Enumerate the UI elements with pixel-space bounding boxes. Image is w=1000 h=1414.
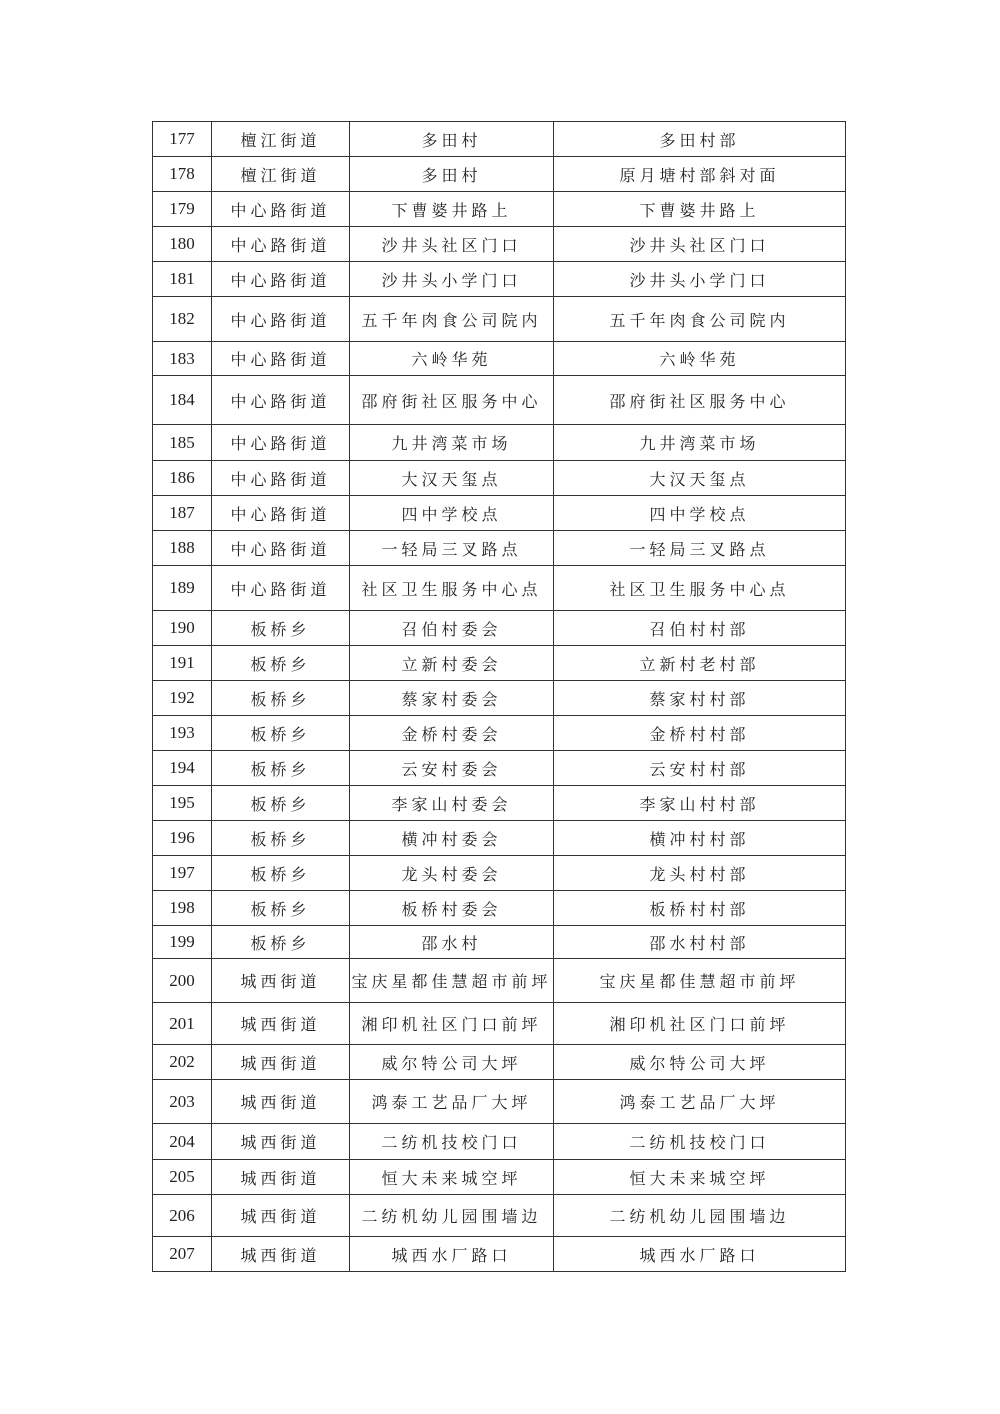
table-row (153, 297, 846, 342)
site-name-cell: 九井湾菜市场 (350, 425, 554, 461)
site-location-cell: 沙井头社区门口 (554, 227, 846, 262)
district-cell: 板桥乡 (212, 856, 350, 891)
site-name-cell: 李家山村委会 (350, 786, 554, 821)
row-number-cell: 200 (153, 959, 212, 1003)
site-name-cell: 下曹婆井路上 (350, 192, 554, 227)
row-number-cell: 182 (153, 297, 212, 342)
site-location-cell: 板桥村村部 (554, 891, 846, 926)
site-location-cell: 金桥村村部 (554, 716, 846, 751)
table-row (153, 192, 846, 227)
site-location-cell: 云安村村部 (554, 751, 846, 786)
table-row (153, 342, 846, 376)
site-location-cell: 宝庆星都佳慧超市前坪 (554, 959, 846, 1003)
district-cell: 中心路街道 (212, 297, 350, 342)
site-location-cell: 九井湾菜市场 (554, 425, 846, 461)
table-row (153, 496, 846, 531)
site-name-cell: 恒大未来城空坪 (350, 1160, 554, 1195)
district-cell: 板桥乡 (212, 891, 350, 926)
site-location-cell: 威尔特公司大坪 (554, 1045, 846, 1080)
row-number-cell: 184 (153, 376, 212, 425)
site-name-cell: 立新村委会 (350, 646, 554, 681)
site-location-cell: 蔡家村村部 (554, 681, 846, 716)
district-cell: 中心路街道 (212, 496, 350, 531)
district-cell: 檀江街道 (212, 157, 350, 192)
site-location-cell: 一轻局三叉路点 (554, 531, 846, 566)
site-location-cell: 龙头村村部 (554, 856, 846, 891)
row-number-cell: 178 (153, 157, 212, 192)
table-row (153, 681, 846, 716)
district-cell: 板桥乡 (212, 646, 350, 681)
row-number-cell: 203 (153, 1080, 212, 1124)
site-name-cell: 蔡家村委会 (350, 681, 554, 716)
table-row (153, 1080, 846, 1124)
site-location-cell: 下曹婆井路上 (554, 192, 846, 227)
district-cell: 中心路街道 (212, 342, 350, 376)
site-location-cell: 湘印机社区门口前坪 (554, 1003, 846, 1045)
table-row (153, 227, 846, 262)
row-number-cell: 193 (153, 716, 212, 751)
table-row (153, 856, 846, 891)
site-location-cell: 六岭华苑 (554, 342, 846, 376)
row-number-cell: 189 (153, 566, 212, 611)
table-row (153, 461, 846, 496)
table-row (153, 531, 846, 566)
row-number-cell: 206 (153, 1195, 212, 1237)
location-table (152, 121, 846, 1272)
site-name-cell: 金桥村委会 (350, 716, 554, 751)
site-location-cell: 二纺机幼儿园围墙边 (554, 1195, 846, 1237)
table-row (153, 1003, 846, 1045)
site-name-cell: 多田村 (350, 157, 554, 192)
site-location-cell: 邵府街社区服务中心 (554, 376, 846, 425)
site-name-cell: 横冲村委会 (350, 821, 554, 856)
table-row (153, 821, 846, 856)
site-name-cell: 大汉天玺点 (350, 461, 554, 496)
table-row (153, 1237, 846, 1272)
district-cell: 城西街道 (212, 1124, 350, 1160)
district-cell: 城西街道 (212, 1160, 350, 1195)
site-location-cell: 大汉天玺点 (554, 461, 846, 496)
site-location-cell: 李家山村村部 (554, 786, 846, 821)
district-cell: 中心路街道 (212, 262, 350, 297)
district-cell: 板桥乡 (212, 751, 350, 786)
table-row (153, 1195, 846, 1237)
table-row (153, 926, 846, 959)
site-location-cell: 四中学校点 (554, 496, 846, 531)
row-number-cell: 195 (153, 786, 212, 821)
site-location-cell: 邵水村村部 (554, 926, 846, 959)
row-number-cell: 199 (153, 926, 212, 959)
site-name-cell: 二纺机技校门口 (350, 1124, 554, 1160)
site-name-cell: 召伯村委会 (350, 611, 554, 646)
site-name-cell: 六岭华苑 (350, 342, 554, 376)
district-cell: 板桥乡 (212, 716, 350, 751)
table-row (153, 566, 846, 611)
row-number-cell: 177 (153, 122, 212, 157)
site-name-cell: 二纺机幼儿园围墙边 (350, 1195, 554, 1237)
table-row (153, 122, 846, 157)
table-row (153, 786, 846, 821)
row-number-cell: 197 (153, 856, 212, 891)
district-cell: 中心路街道 (212, 376, 350, 425)
row-number-cell: 204 (153, 1124, 212, 1160)
table-row (153, 1160, 846, 1195)
row-number-cell: 196 (153, 821, 212, 856)
district-cell: 城西街道 (212, 1237, 350, 1272)
table-row (153, 1045, 846, 1080)
district-cell: 城西街道 (212, 1045, 350, 1080)
row-number-cell: 186 (153, 461, 212, 496)
site-location-cell: 城西水厂路口 (554, 1237, 846, 1272)
table-row (153, 262, 846, 297)
row-number-cell: 190 (153, 611, 212, 646)
row-number-cell: 187 (153, 496, 212, 531)
district-cell: 板桥乡 (212, 611, 350, 646)
site-location-cell: 立新村老村部 (554, 646, 846, 681)
site-name-cell: 鸿泰工艺品厂大坪 (350, 1080, 554, 1124)
district-cell: 中心路街道 (212, 531, 350, 566)
row-number-cell: 192 (153, 681, 212, 716)
district-cell: 城西街道 (212, 1195, 350, 1237)
row-number-cell: 202 (153, 1045, 212, 1080)
table-body (153, 122, 846, 1272)
site-location-cell: 沙井头小学门口 (554, 262, 846, 297)
site-location-cell: 原月塘村部斜对面 (554, 157, 846, 192)
row-number-cell: 188 (153, 531, 212, 566)
district-cell: 板桥乡 (212, 786, 350, 821)
site-location-cell: 恒大未来城空坪 (554, 1160, 846, 1195)
row-number-cell: 191 (153, 646, 212, 681)
district-cell: 檀江街道 (212, 122, 350, 157)
site-name-cell: 龙头村委会 (350, 856, 554, 891)
district-cell: 中心路街道 (212, 461, 350, 496)
district-cell: 中心路街道 (212, 227, 350, 262)
district-cell: 板桥乡 (212, 926, 350, 959)
row-number-cell: 183 (153, 342, 212, 376)
row-number-cell: 185 (153, 425, 212, 461)
site-location-cell: 社区卫生服务中心点 (554, 566, 846, 611)
site-name-cell: 多田村 (350, 122, 554, 157)
site-name-cell: 板桥村委会 (350, 891, 554, 926)
table-row (153, 611, 846, 646)
table-row (153, 959, 846, 1003)
district-cell: 中心路街道 (212, 425, 350, 461)
site-name-cell: 威尔特公司大坪 (350, 1045, 554, 1080)
site-location-cell: 鸿泰工艺品厂大坪 (554, 1080, 846, 1124)
site-name-cell: 云安村委会 (350, 751, 554, 786)
row-number-cell: 179 (153, 192, 212, 227)
district-cell: 城西街道 (212, 959, 350, 1003)
site-name-cell: 邵水村 (350, 926, 554, 959)
row-number-cell: 205 (153, 1160, 212, 1195)
table-row (153, 1124, 846, 1160)
row-number-cell: 194 (153, 751, 212, 786)
district-cell: 板桥乡 (212, 821, 350, 856)
row-number-cell: 181 (153, 262, 212, 297)
site-location-cell: 多田村部 (554, 122, 846, 157)
table-row (153, 716, 846, 751)
row-number-cell: 201 (153, 1003, 212, 1045)
site-name-cell: 邵府街社区服务中心 (350, 376, 554, 425)
district-cell: 城西街道 (212, 1080, 350, 1124)
site-location-cell: 召伯村村部 (554, 611, 846, 646)
table-row (153, 157, 846, 192)
row-number-cell: 180 (153, 227, 212, 262)
site-location-cell: 横冲村村部 (554, 821, 846, 856)
table-row (153, 425, 846, 461)
row-number-cell: 207 (153, 1237, 212, 1272)
site-name-cell: 湘印机社区门口前坪 (350, 1003, 554, 1045)
district-cell: 城西街道 (212, 1003, 350, 1045)
site-name-cell: 宝庆星都佳慧超市前坪 (350, 959, 554, 1003)
row-number-cell: 198 (153, 891, 212, 926)
district-cell: 中心路街道 (212, 566, 350, 611)
site-name-cell: 城西水厂路口 (350, 1237, 554, 1272)
table-row (153, 891, 846, 926)
site-name-cell: 沙井头小学门口 (350, 262, 554, 297)
table-row (153, 646, 846, 681)
site-name-cell: 社区卫生服务中心点 (350, 566, 554, 611)
site-name-cell: 四中学校点 (350, 496, 554, 531)
site-name-cell: 五千年肉食公司院内 (350, 297, 554, 342)
site-name-cell: 沙井头社区门口 (350, 227, 554, 262)
table-row (153, 376, 846, 425)
table-row (153, 751, 846, 786)
site-location-cell: 二纺机技校门口 (554, 1124, 846, 1160)
site-location-cell: 五千年肉食公司院内 (554, 297, 846, 342)
site-name-cell: 一轻局三叉路点 (350, 531, 554, 566)
district-cell: 板桥乡 (212, 681, 350, 716)
district-cell: 中心路街道 (212, 192, 350, 227)
